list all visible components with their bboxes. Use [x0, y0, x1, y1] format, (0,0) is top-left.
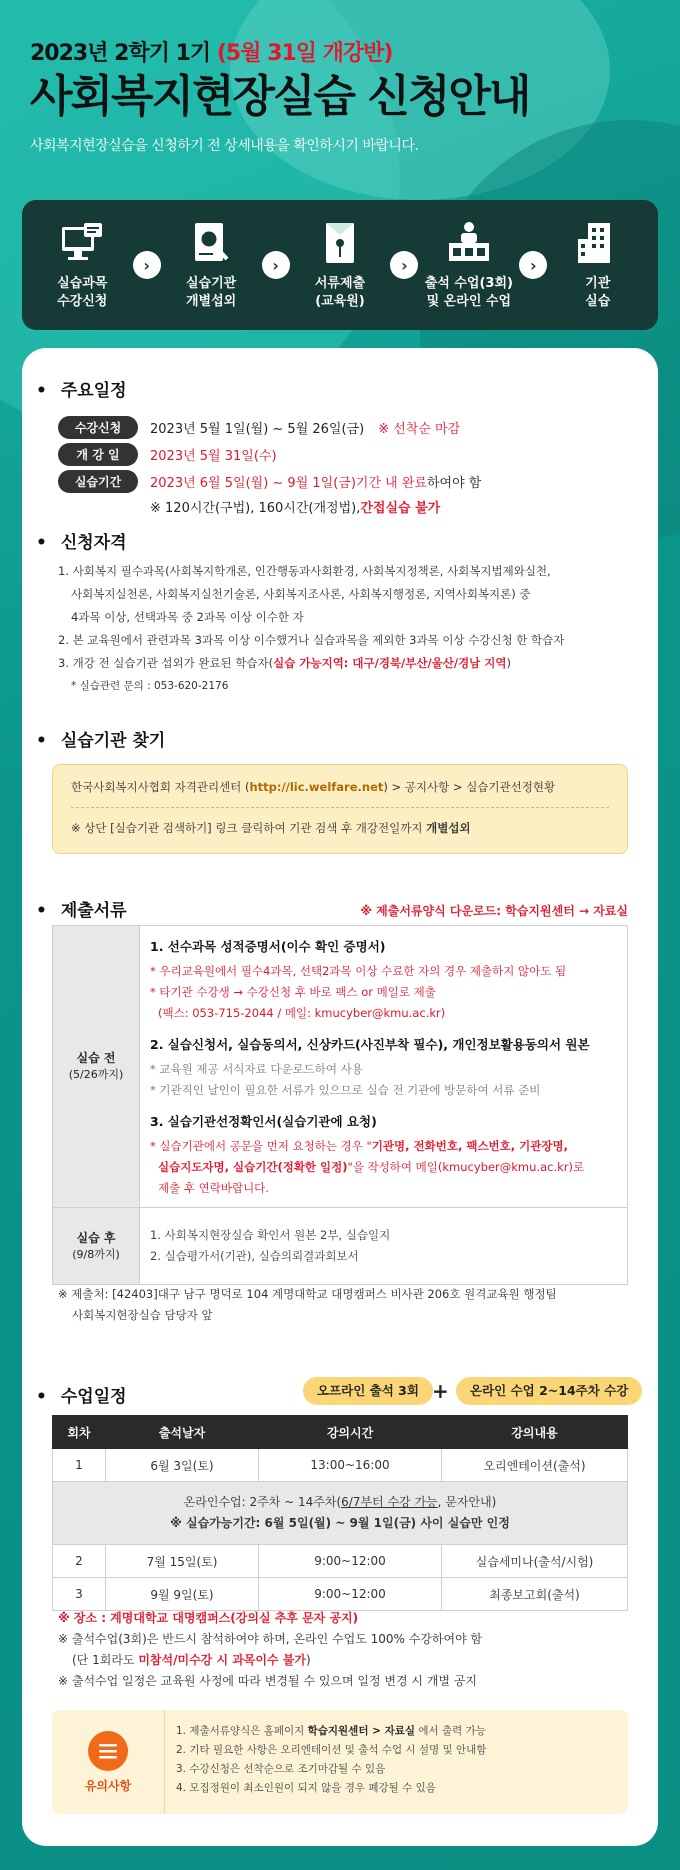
document-item: 1. 사회복지현장실습 확인서 원본 2부, 실습일지: [150, 1228, 391, 1242]
document-note: * 우리교육원에서 필수4과목, 선택2과목 이상 수료한 자의 경우 제출하지 않아도 됨: [150, 964, 567, 978]
qualification-list: [58, 560, 638, 698]
qualification-text: ): [506, 656, 512, 670]
find-path: [71, 779, 609, 795]
page-description: 사회복지현장실습을 신청하기 전 상세내용을 확인하시기 바랍니다.: [30, 138, 419, 155]
find-text: ) > 공지사항 > 실습기관선정현황: [383, 780, 556, 794]
online-note-text: 온라인수업: 2주차 ~ 14주차(: [183, 1495, 342, 1509]
section-heading-qualification: • 신청자격: [36, 528, 127, 553]
step-label: 수강신청: [57, 294, 108, 309]
schedule-row: [58, 441, 481, 468]
documents-row-before: [53, 926, 628, 1208]
envelope-icon: [316, 219, 364, 267]
cell-time: 13:00~16:00: [259, 1449, 442, 1482]
chevron-right-icon: ›: [262, 251, 290, 279]
step-institution-practice: [548, 219, 648, 311]
cell-content: 실습세미나(출석/시험): [442, 1545, 628, 1578]
schedule-label: 수강신청: [58, 416, 138, 439]
cell-date: 7월 15일(토): [106, 1545, 259, 1578]
download-note: ※ 제출서류양식 다운로드: 학습지원센터 → 자료실: [360, 904, 628, 918]
attendance-note: [58, 1650, 482, 1671]
column-header: 강의내용: [442, 1416, 628, 1449]
welfare-link[interactable]: http://lic.welfare.net: [249, 780, 384, 794]
attendance-warning: 미참석/미수강 시 과목이수 불가: [138, 1653, 306, 1667]
page-subtitle: [30, 36, 650, 67]
documents-before-content: [140, 926, 628, 1208]
document-note: [150, 1157, 617, 1178]
document-title: 2. 실습신청서, 실습동의서, 신상카드(사진부착 필수), 개인정보활용동의서 원본: [150, 1037, 590, 1052]
page-title: 사회복지현장실습 신청안내: [30, 71, 530, 122]
address-line: ※ 제출처: [42403]대구 남구 명덕로 104 계명대학교 대명캠퍼스 비사관 206호 원격교육원 행정팀: [58, 1287, 557, 1301]
term-label: 2023년 2학기 1기: [30, 41, 211, 66]
cell-no: 1: [53, 1449, 106, 1482]
online-note-text: , 문자안내): [437, 1495, 497, 1509]
after-deadline: (9/8까지): [72, 1247, 120, 1261]
online-note: [53, 1482, 628, 1545]
cell-time: 9:00~12:00: [259, 1578, 442, 1611]
place-note: ※ 장소 : 계명대학교 대명캠퍼스(강의실 추후 문자 공지): [58, 1611, 359, 1625]
document-item: 2. 실습평가서(기관), 실습의뢰결과회보서: [150, 1249, 359, 1263]
table-row: [53, 1545, 628, 1578]
document-note-bold: 기관명, 전화번호, 팩스번호, 기관장명,: [371, 1139, 568, 1153]
step-course-registration: [32, 219, 132, 311]
cell-date: 6월 3일(토): [106, 1449, 259, 1482]
online-note-underline: 6/7부터 수강 가능: [341, 1495, 438, 1509]
documents-table: [52, 925, 628, 1285]
caution-text: 에서 출력 가능: [415, 1725, 486, 1737]
schedule-label: 실습기간: [58, 470, 138, 493]
hours-warning: 간접실습 불가: [360, 500, 441, 516]
step-label: 기관: [585, 275, 611, 291]
caution-box: [52, 1710, 628, 1814]
class-notes: [58, 1608, 482, 1692]
attendance-text: (단 1회라도: [72, 1653, 139, 1667]
header: [30, 36, 650, 155]
caution-item: 3. 수강신청은 선착순으로 조기마감될 수 있음: [176, 1763, 386, 1775]
hours-text: ※ 120시간(구법), 160시간(개정법),: [150, 500, 361, 516]
table-row: [53, 1449, 628, 1482]
magnifier-document-icon: [187, 219, 235, 267]
documents-after-content: [140, 1208, 628, 1285]
submission-address: [58, 1284, 557, 1326]
row-label: [53, 926, 140, 1208]
contact-info: * 실습관련 문의 : 053-620-2176: [71, 680, 229, 692]
schedule-row: [58, 468, 481, 495]
after-label: 실습 후: [76, 1230, 116, 1245]
step-label: 실습기관: [185, 275, 237, 291]
table-header-row: [53, 1416, 628, 1449]
document-note-text: "을 작성하여 메일(kmucyber@kmu.ac.kr)로: [347, 1160, 585, 1174]
caution-text: 1. 제출서류양식은 홈페이지: [176, 1725, 308, 1737]
column-header: 출석날자: [106, 1416, 259, 1449]
document-note-text: * 실습기관에서 공문을 먼저 요청하는 경우 ": [150, 1139, 372, 1153]
step-attendance-class: [419, 219, 519, 311]
step-label: 서류제출: [314, 275, 366, 291]
schedule-row: [58, 414, 481, 441]
schedule-change-note: ※ 출석수업 일정은 교육원 사정에 따라 변경될 수 있으며 일정 변경 시 개별 공지: [58, 1674, 477, 1688]
document-note: 제출 후 연락바랍니다.: [158, 1181, 269, 1195]
document-title: 3. 실습기관선정확인서(실습기관에 요청): [150, 1114, 377, 1129]
caution-item: 2. 기타 필요한 사항은 오리엔테이션 및 출석 수업 시 설명 및 안내함: [176, 1744, 487, 1756]
document-note: [150, 1136, 617, 1157]
chevron-right-icon: ›: [133, 251, 161, 279]
caution-label-area: [52, 1710, 165, 1814]
find-note: [71, 820, 609, 836]
offline-tag: 오프라인 출석 3회: [303, 1377, 433, 1405]
schedule-extra: ※ 선착순 마감: [378, 422, 461, 437]
section-heading-find: • 실습기관 찾기: [36, 726, 165, 751]
address-line: 사회복지현장실습 담당자 앞: [72, 1308, 213, 1322]
caution-bold: 학습지원센터 > 자료실: [307, 1725, 416, 1737]
before-deadline: (5/26까지): [68, 1068, 124, 1082]
document-note-bold: 실습지도자명, 실습기간(정확한 일정): [158, 1160, 348, 1174]
classroom-icon: [445, 219, 493, 267]
chevron-right-icon: ›: [519, 251, 547, 279]
row-label: [53, 1208, 140, 1285]
table-row-online-note: [53, 1482, 628, 1545]
step-label: 출석 수업(3회): [424, 275, 513, 291]
qualification-item: 2. 본 교육원에서 관련과목 3과목 이상 이수했거나 실습과목을 제외한 3과목 이상 수강신청 한 학습자: [58, 633, 565, 647]
class-schedule-table: [52, 1415, 628, 1611]
schedule-list: [58, 414, 481, 517]
cell-time: 9:00~12:00: [259, 1545, 442, 1578]
step-label: (교육원): [315, 294, 365, 309]
building-icon: [574, 219, 622, 267]
document-note: * 타기관 수강생 → 수강신청 후 바로 팩스 or 메일로 제출: [150, 985, 436, 999]
section-heading-schedule: • 주요일정: [36, 376, 127, 401]
column-header: 회차: [53, 1416, 106, 1449]
process-steps: [22, 200, 658, 330]
find-text: 한국사회복지사협회 자격관리센터 (: [71, 780, 250, 794]
find-note-bold: 개별섭외: [426, 821, 471, 835]
caution-label: 유의사항: [84, 1778, 132, 1793]
divider: [71, 807, 609, 808]
attendance-note: ※ 출석수업(3회)은 반드시 참석하여야 하며, 온라인 수업도 100% 수강하여야 함: [58, 1632, 483, 1646]
document-note: * 교육원 제공 서식자료 다운로드하여 사용: [150, 1062, 363, 1076]
hours-note: [58, 495, 481, 517]
qualification-text: 3. 개강 전 실습기관 섭외가 완료된 학습자(: [58, 656, 274, 670]
start-date-highlight: (5월 31일 개강반): [216, 41, 393, 66]
schedule-value: 2023년 5월 1일(월) ~ 5월 26일(금): [150, 422, 365, 437]
section-heading-documents: • 제출서류: [36, 896, 127, 921]
table-row: [53, 1578, 628, 1611]
find-info-box: [52, 764, 628, 854]
caution-list: [176, 1722, 486, 1798]
computer-icon: [58, 219, 106, 267]
attendance-text: ): [305, 1653, 311, 1667]
region-highlight: 실습 가능지역: 대구/경북/부산/울산/경남 지역: [273, 656, 507, 670]
qualification-item: 1. 사회복지 필수과목(사회복지학개론, 인간행동과사회환경, 사회복지정책론, 사회복지법제와실천,: [58, 564, 551, 578]
column-header: 강의시간: [259, 1416, 442, 1449]
online-note-line: [54, 1492, 626, 1513]
online-note-line: ※ 실습가능기간: 6월 5일(월) ~ 9월 1일(금) 사이 실습만 인정: [170, 1516, 510, 1530]
qualification-item: [58, 652, 638, 675]
schedule-value: 2023년 5월 31일(수): [150, 449, 277, 464]
list-icon: [88, 1731, 128, 1771]
cell-content: 오리엔테이션(출석): [442, 1449, 628, 1482]
cell-no: 3: [53, 1578, 106, 1611]
schedule-value: 2023년 6월 5일(월) ~ 9월 1일(금)기간 내 완료: [150, 476, 427, 491]
online-tag: 온라인 수업 2~14주차 수강: [456, 1377, 642, 1405]
schedule-label: 개 강 일: [58, 443, 138, 466]
chevron-right-icon: ›: [390, 251, 418, 279]
schedule-value-suffix: 하여야 함: [426, 476, 482, 491]
cell-date: 9월 9일(토): [106, 1578, 259, 1611]
plus-icon: +: [432, 1379, 449, 1403]
cell-no: 2: [53, 1545, 106, 1578]
cell-content: 최종보고회(출석): [442, 1578, 628, 1611]
document-note: (팩스: 053-715-2044 / 메일: kmucyber@kmu.ac.kr): [158, 1006, 446, 1020]
qualification-item-cont: 사회복지실천론, 사회복지실천기술론, 사회복지조사론, 사회복지행정론, 지역사회복지론) 중: [71, 587, 531, 601]
document-title: 1. 선수과목 성적증명서(이수 확인 증명서): [150, 939, 386, 954]
step-label: 및 온라인 수업: [426, 294, 512, 309]
section-heading-classes: • 수업일정: [36, 1382, 127, 1407]
caution-item: [176, 1722, 486, 1741]
step-document-submission: [290, 219, 390, 311]
document-note: * 기관직인 날인이 필요한 서류가 있으므로 실습 전 기관에 방문하여 서류 준비: [150, 1083, 541, 1097]
qualification-item-cont: 4과목 이상, 선택과목 중 2과목 이상 이수한 자: [71, 610, 304, 624]
step-label: 실습: [585, 294, 611, 309]
find-note-text: ※ 상단 [실습기관 검색하기] 링크 클릭하여 기관 검색 후 개강전일까지: [71, 821, 427, 835]
step-label: 개별섭외: [185, 294, 237, 309]
step-institution-contact: [161, 219, 261, 311]
documents-row-after: [53, 1208, 628, 1285]
step-label: 실습과목: [57, 275, 108, 291]
caution-item: 4. 모집정원이 최소인원이 되지 않을 경우 폐강될 수 있음: [176, 1782, 436, 1794]
before-label: 실습 전: [76, 1051, 116, 1066]
